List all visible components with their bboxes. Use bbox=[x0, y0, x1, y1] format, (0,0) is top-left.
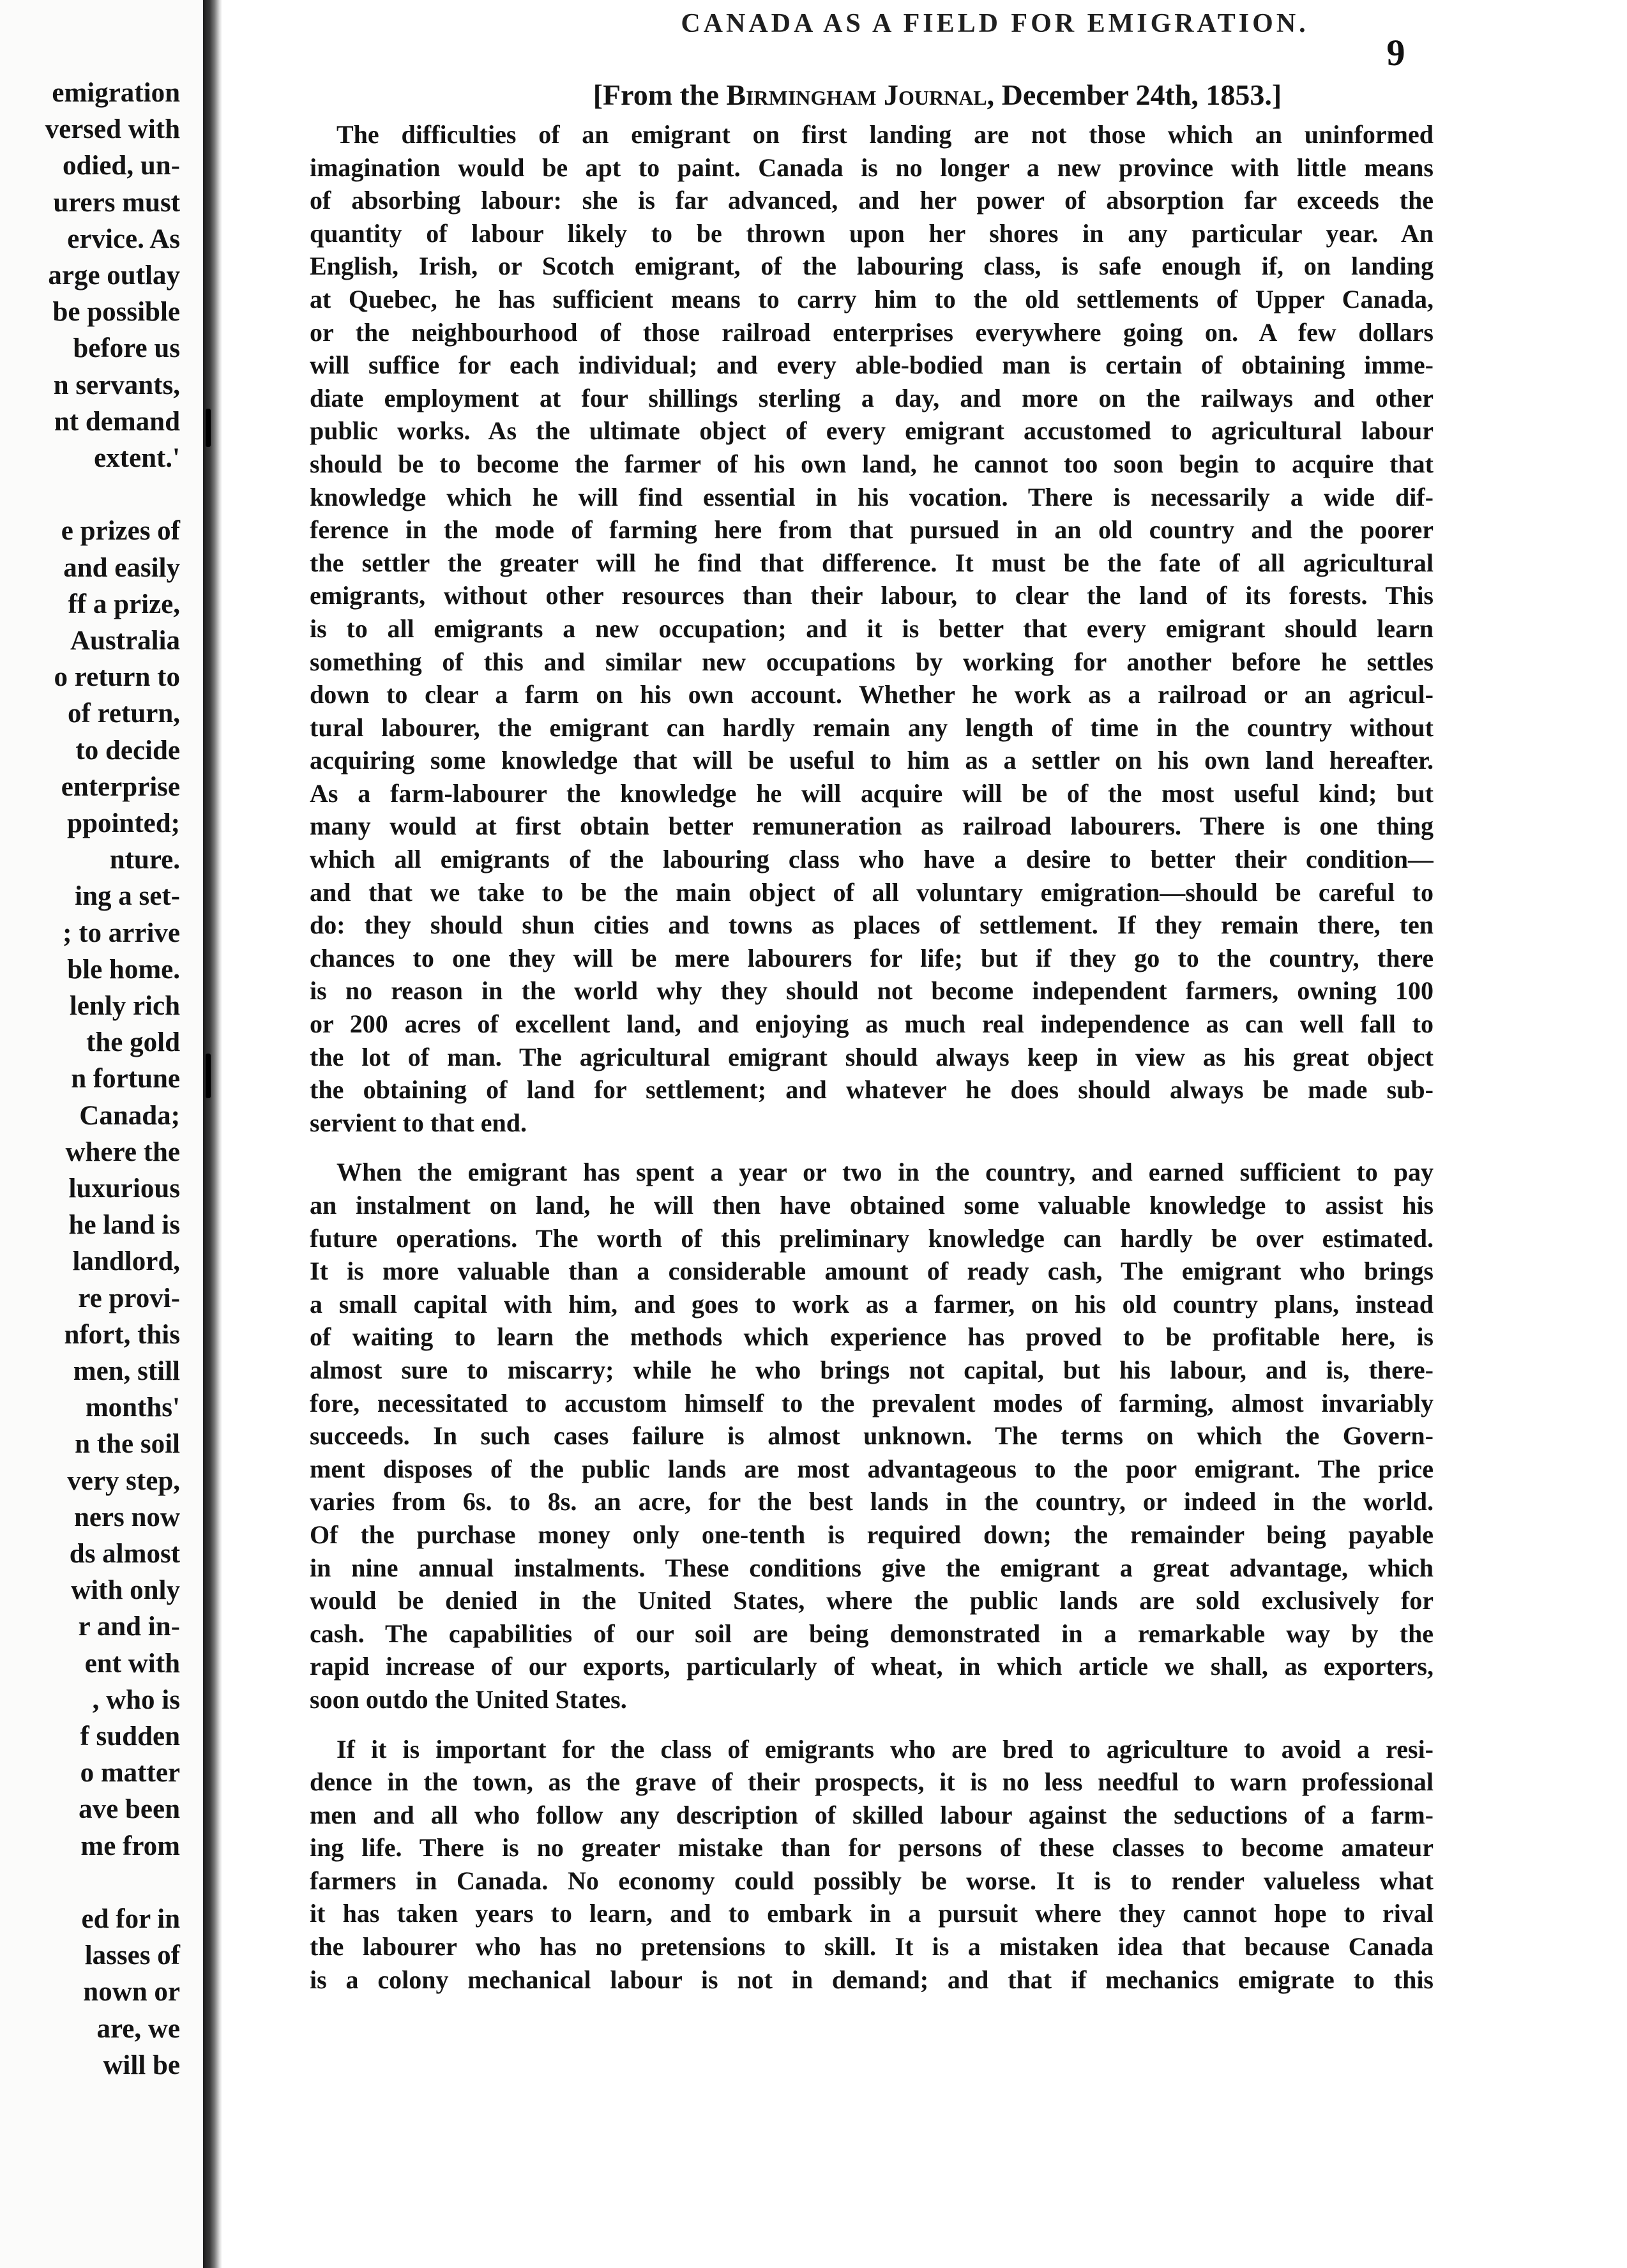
text-line: is no reason in the world why they should not become independent farmers, owning 100 bbox=[310, 976, 1434, 1006]
adjacent-page-line: n servants, bbox=[53, 370, 180, 400]
text-line: of waiting to learn the methods which experience has proved to be profitable here, is bbox=[310, 1322, 1434, 1352]
binding-thread-mark bbox=[206, 409, 211, 447]
text-line: which all emigrants of the labouring class who have a desire to better their condition— bbox=[310, 845, 1434, 874]
paragraph bbox=[310, 1156, 1434, 1716]
adjacent-page-line: ners now bbox=[73, 1502, 180, 1532]
adjacent-page-line: ; to arrive bbox=[63, 918, 180, 948]
text-line: varies from 6s. to 8s. an acre, for the best lands in the country, or indeed in the world. bbox=[310, 1487, 1434, 1516]
text-line: something of this and similar new occupations by working for another before he settles bbox=[310, 647, 1434, 676]
adjacent-page-line: before us bbox=[73, 333, 180, 364]
text-line: public works. As the ultimate object of every emigrant accustomed to agricultural labour bbox=[310, 416, 1434, 446]
paragraph-gap bbox=[310, 1716, 1434, 1733]
adjacent-page-line: nfort, this bbox=[64, 1319, 180, 1350]
adjacent-page-line: where the bbox=[65, 1137, 180, 1167]
text-line: Of the purchase money only one-tenth is required down; the remainder being payable bbox=[310, 1520, 1434, 1549]
source-date: , December 24th, 1853.] bbox=[987, 79, 1282, 111]
text-line: is to all emigrants a new occupation; and it is better that every emigrant should learn bbox=[310, 614, 1434, 643]
text-line: down to clear a farm on his own account. Whether he work as a railroad or an agricul- bbox=[310, 680, 1434, 709]
text-line: soon outdo the United States. bbox=[310, 1684, 627, 1714]
source-journal: Birmingham Journal bbox=[726, 79, 987, 111]
running-head: CANADA AS A FIELD FOR EMIGRATION. bbox=[681, 9, 1309, 38]
adjacent-page-line: enterprise bbox=[61, 771, 180, 802]
source-prefix: [From the bbox=[593, 79, 727, 111]
adjacent-page-line: emigration bbox=[52, 78, 180, 108]
adjacent-page-line: ppointed; bbox=[67, 808, 180, 838]
adjacent-page-line: ave been bbox=[79, 1794, 180, 1825]
text-line: dence in the town, as the grave of their prospects, it is no less needful to warn professional bbox=[310, 1767, 1434, 1797]
adjacent-page-line: ing a set- bbox=[75, 881, 180, 912]
text-line: emigrants, without other resources than their labour, to clear the land of its forests. This bbox=[310, 581, 1434, 610]
adjacent-page-line: urers must bbox=[53, 187, 180, 218]
adjacent-page-line: very step, bbox=[67, 1465, 180, 1496]
adjacent-page-line: , who is bbox=[92, 1684, 180, 1715]
text-line: ing life. There is no greater mistake than for persons of these classes to become amateur bbox=[310, 1833, 1434, 1863]
adjacent-page-line: ble home. bbox=[67, 954, 180, 985]
text-line: an instalment on land, he will then have obtained some valuable knowledge to assist his bbox=[310, 1191, 1434, 1220]
text-line: quantity of labour likely to be thrown upon her shores in any particular year. An bbox=[310, 218, 1434, 248]
adjacent-page-line: o return to bbox=[54, 662, 180, 693]
adjacent-page-line: f sudden bbox=[80, 1721, 180, 1751]
text-line: tural labourer, the emigrant can hardly remain any length of time in the country without bbox=[310, 713, 1434, 742]
text-line: future operations. The worth of this preliminary knowledge can hardly be over estimated. bbox=[310, 1223, 1434, 1253]
text-line: ference in the mode of farming here from that pursued in an old country and the poorer bbox=[310, 515, 1434, 545]
text-line: many would at first obtain better remuneration as railroad labourers. There is one thing bbox=[310, 812, 1434, 841]
text-line: knowledge which he will find essential in his vocation. There is necessarily a wide dif- bbox=[310, 482, 1434, 511]
adjacent-page-line: n the soil bbox=[75, 1429, 180, 1460]
adjacent-page-line: and easily bbox=[63, 552, 180, 583]
paragraph bbox=[310, 118, 1434, 1139]
text-line: at Quebec, he has sufficient means to carry him to the old settlements of Upper Canada, bbox=[310, 284, 1434, 314]
text-line: If it is important for the class of emigrants who are bred to agriculture to avoid a resi- bbox=[337, 1734, 1434, 1764]
adjacent-page-line: lenly rich bbox=[69, 991, 180, 1021]
adjacent-page-line: o matter bbox=[80, 1758, 180, 1788]
adjacent-page-line: versed with bbox=[45, 114, 180, 145]
text-line: farmers in Canada. No economy could possibly be worse. It is to render valueless what bbox=[310, 1866, 1434, 1895]
adjacent-page-line: nture. bbox=[109, 845, 180, 875]
adjacent-page-line: lasses of bbox=[84, 1940, 180, 1971]
adjacent-page-line: ent with bbox=[84, 1648, 180, 1679]
adjacent-page-line: ervice. As bbox=[67, 223, 180, 254]
binding-thread-mark bbox=[206, 1054, 211, 1098]
adjacent-page-line: luxurious bbox=[68, 1174, 180, 1204]
text-line: rapid increase of our exports, particularly of wheat, in which article we shall, as exporters, bbox=[310, 1652, 1434, 1681]
source-citation bbox=[490, 75, 1384, 115]
main-page bbox=[222, 0, 1627, 2268]
adjacent-page-line: ds almost bbox=[69, 1539, 180, 1569]
text-line: succeeds. In such cases failure is almost unknown. The terms on which the Govern- bbox=[310, 1421, 1434, 1451]
adjacent-page-line: ff a prize, bbox=[68, 589, 180, 619]
text-line: and that we take to be the main object of all voluntary emigration—should be careful to bbox=[310, 877, 1434, 907]
adjacent-page-line: n fortune bbox=[71, 1064, 180, 1094]
text-line: the lot of man. The agricultural emigrant should always keep in view as his great object bbox=[310, 1042, 1434, 1071]
text-line: should be to become the farmer of his own land, he cannot too soon begin to acquire that bbox=[310, 449, 1434, 478]
adjacent-page-line: Australia bbox=[70, 626, 180, 656]
text-line: the obtaining of land for settlement; and whatever he does should always be made sub- bbox=[310, 1075, 1434, 1105]
text-line: servient to that end. bbox=[310, 1108, 527, 1137]
adjacent-page-line: nt demand bbox=[54, 406, 180, 437]
text-line: men and all who follow any description of skilled labour against the seductions of a farm- bbox=[310, 1800, 1434, 1829]
adjacent-page-line: with only bbox=[71, 1575, 180, 1606]
adjacent-page-line: nown or bbox=[83, 1977, 180, 2007]
paragraph bbox=[310, 1733, 1434, 1997]
text-line: As a farm-labourer the knowledge he will acquire will be of the most useful kind; but bbox=[310, 778, 1434, 808]
adjacent-page-line: he land is bbox=[68, 1210, 180, 1241]
text-line: chances to one they will be mere labourers for life; but if they go to the country, there bbox=[310, 943, 1434, 972]
text-line: or the neighbourhood of those railroad enterprises everywhere going on. A few dollars bbox=[310, 317, 1434, 347]
text-line: It is more valuable than a considerable amount of ready cash, The emigrant who brings bbox=[310, 1257, 1434, 1286]
adjacent-page-line: be possible bbox=[52, 297, 180, 328]
text-line: The difficulties of an emigrant on first landing are not those which an uninformed bbox=[337, 120, 1434, 149]
text-line: When the emigrant has spent a year or two in the country, and earned sufficient to pay bbox=[337, 1158, 1434, 1187]
text-line: is a colony mechanical labour is not in demand; and that if mechanics emigrate to this bbox=[310, 1965, 1434, 1994]
text-line: English, Irish, or Scotch emigrant, of the labouring class, is safe enough if, on landing bbox=[310, 252, 1434, 281]
adjacent-page-fragment bbox=[0, 0, 203, 2268]
text-line: almost sure to miscarry; while he who brings not capital, but his labour, and is, there- bbox=[310, 1355, 1434, 1384]
adjacent-page-line: of return, bbox=[68, 699, 180, 729]
text-line: cash. The capabilities of our soil are being demonstrated in a remarkable way by the bbox=[310, 1619, 1434, 1648]
text-line: would be denied in the United States, where the public lands are sold exclusively for bbox=[310, 1586, 1434, 1615]
text-line: in nine annual instalments. These conditions give the emigrant a great advantage, which bbox=[310, 1553, 1434, 1582]
text-line: do: they should shun cities and towns as places of settlement. If they remain there, ten bbox=[310, 911, 1434, 940]
text-line: it has taken years to learn, and to embark in a pursuit where they cannot hope to rival bbox=[310, 1899, 1434, 1928]
adjacent-page-line: odied, un- bbox=[62, 151, 180, 181]
paragraph-gap bbox=[310, 1139, 1434, 1156]
text-line: imagination would be apt to paint. Canada is no longer a new province with little means bbox=[310, 153, 1434, 182]
adjacent-page-line: arge outlay bbox=[48, 261, 180, 291]
page-number: 9 bbox=[1386, 32, 1405, 73]
text-line: acquiring some knowledge that will be useful to him as a settler on his own land hereafter. bbox=[310, 746, 1434, 775]
adjacent-page-line: the gold bbox=[86, 1027, 180, 1058]
article-body bbox=[310, 118, 1434, 1996]
text-line: or 200 acres of excellent land, and enjoying as much real independence as can well fall to bbox=[310, 1009, 1434, 1039]
adjacent-page-line: ed for in bbox=[81, 1904, 180, 1934]
adjacent-page-line: are, we bbox=[96, 2013, 180, 2044]
text-line: the labourer who has no pretensions to skill. It is a mistaken idea that because Canada bbox=[310, 1932, 1434, 1962]
adjacent-page-line: to decide bbox=[75, 735, 180, 766]
adjacent-page-line: r and in- bbox=[78, 1612, 180, 1642]
adjacent-page-line: landlord, bbox=[72, 1246, 180, 1277]
adjacent-page-line: extent.' bbox=[94, 443, 180, 473]
adjacent-page-line: months' bbox=[85, 1393, 180, 1423]
adjacent-page-line: men, still bbox=[73, 1356, 180, 1386]
text-line: ment disposes of the public lands are most advantageous to the poor emigrant. The price bbox=[310, 1454, 1434, 1483]
adjacent-page-line: re provi- bbox=[78, 1283, 180, 1313]
text-line: the settler the greater will he find that difference. It must be the fate of all agricultural bbox=[310, 548, 1434, 577]
text-line: fore, necessitated to accustom himself to the prevalent modes of farming, almost invariably bbox=[310, 1388, 1434, 1418]
text-line: of absorbing labour: she is far advanced, and her power of absorption far exceeds the bbox=[310, 186, 1434, 215]
text-line: a small capital with him, and goes to work as a farmer, on his old country plans, instead bbox=[310, 1289, 1434, 1319]
text-line: diate employment at four shillings sterling a day, and more on the railways and other bbox=[310, 383, 1434, 412]
adjacent-page-line: e prizes of bbox=[61, 516, 180, 547]
book-binding-fold bbox=[203, 0, 222, 2268]
adjacent-page-line: will be bbox=[103, 2050, 180, 2080]
adjacent-page-line: Canada; bbox=[79, 1100, 180, 1131]
adjacent-page-line: me from bbox=[80, 1831, 180, 1861]
text-line: will suffice for each individual; and every able-bodied man is certain of obtaining imme- bbox=[310, 351, 1434, 380]
